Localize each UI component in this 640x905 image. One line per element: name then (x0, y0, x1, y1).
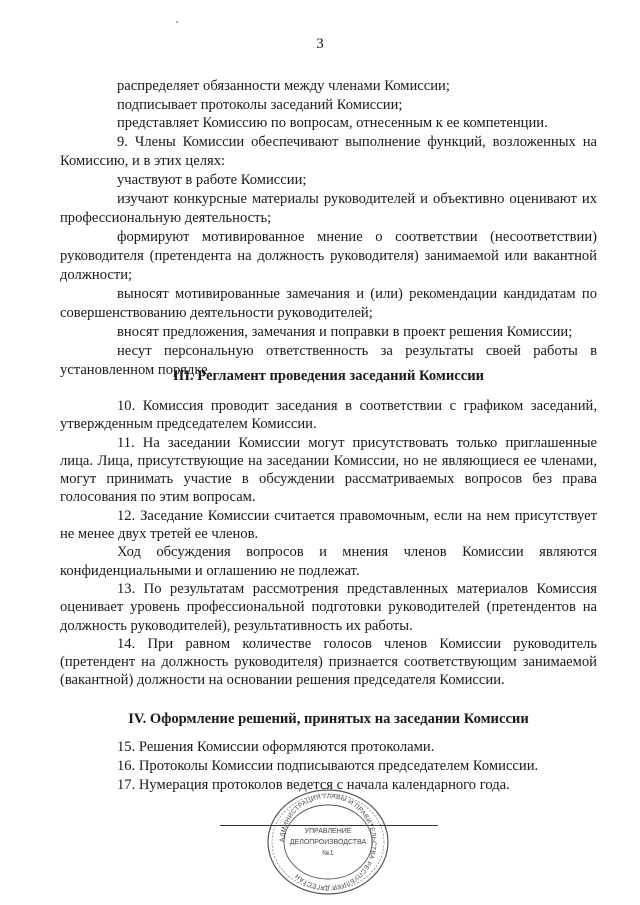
seal-line-3: №1 (322, 850, 334, 857)
line-represents: представляет Комиссию по вопросам, отнесенным к ее компетенции. (117, 115, 548, 131)
para-14: 14. При равном количестве голосов членов Комиссии руководитель (претендент на должность руководителя) признается соответствующим занимаемой (вакантной) должности на основании решения председателя Комиссии. (60, 635, 597, 689)
seal-line-2: ДЕЛОПРОИЗВОДСТВА (289, 839, 367, 846)
para-responsibility: несут персональную ответственность за результаты своей работы в установленном порядке. (60, 343, 597, 378)
para-remarks: выносят мотивированные замечания и (или) рекомендации кандидатам по совершенствованию деятельности руководителей; (60, 286, 597, 321)
para-9: 9. Члены Комиссии обеспечивают выполнение функций, возложенных на Комиссию, и в этих целях: (60, 134, 597, 169)
para-form-opinion: формируют мотивированное мнение о соответствии (несоответствии) руководителя (претендента на должность руководителя) занимаемой или вакантной должности; (60, 229, 597, 283)
section1-members (60, 133, 597, 380)
para-13: 13. По результатам рассмотрения представленных материалов Комиссия оценивает уровень профессиональной подготовки руководителей (претендентов на должность руководителей), результативность их работы. (60, 580, 597, 634)
page-number: 3 (316, 36, 324, 52)
para-17: 17. Нумерация протоколов ведется с начала календарного года. (117, 777, 510, 793)
section3-body (60, 397, 597, 690)
para-10: 10. Комиссия проводит заседания в соответствии с графиком заседаний, утвержденным председателем Комиссии. (60, 398, 597, 433)
para-12: 12. Заседание Комиссии считается правомочным, если на нем присутствует не менее двух третей ее членов. (60, 507, 597, 543)
line-distributes: распределяет обязанности между членами Комиссии; (117, 78, 450, 94)
para-participate: участвуют в работе Комиссии; (117, 172, 307, 188)
heading-section-4: IV. Оформление решений, принятых на заседании Комиссии (128, 711, 529, 727)
para-proposals: вносят предложения, замечания и поправки в проект решения Комиссии; (117, 324, 573, 340)
para-11: 11. На заседании Комиссии могут присутствовать только приглашенные лица. Лица, присутствующие на заседании Комиссии, но не являющиеся ее членами, могут принимать участие в обсуждении рассматриваемых вопросов без права голосования по этим вопросам. (60, 434, 597, 506)
official-seal (258, 786, 398, 898)
para-16: 16. Протоколы Комиссии подписываются председателем Комиссии. (117, 758, 539, 774)
section1-lines (60, 77, 597, 133)
para-study: изучают конкурсные материалы руководителей и объективно оценивают их профессиональную деятельность; (60, 191, 597, 226)
scan-speck (176, 21, 178, 23)
para-confidential: Ход обсуждения вопросов и мнения членов Комиссии являются конфиденциальными и оглашению не подлежат. (60, 544, 597, 579)
para-15: 15. Решения Комиссии оформляются протоколами. (117, 739, 435, 755)
seal-line-1: УПРАВЛЕНИЕ (304, 828, 352, 835)
heading-section-3: III. Регламент проведения заседаний Комиссии (172, 368, 485, 384)
seal-ring-text: АДМИНИСТРАЦИЯ ГЛАВЫ И ПРАВИТЕЛЬСТВА РЕСПУБЛИКИ ДАГЕСТАН (278, 792, 378, 892)
line-signs: подписывает протоколы заседаний Комиссии; (117, 96, 403, 113)
